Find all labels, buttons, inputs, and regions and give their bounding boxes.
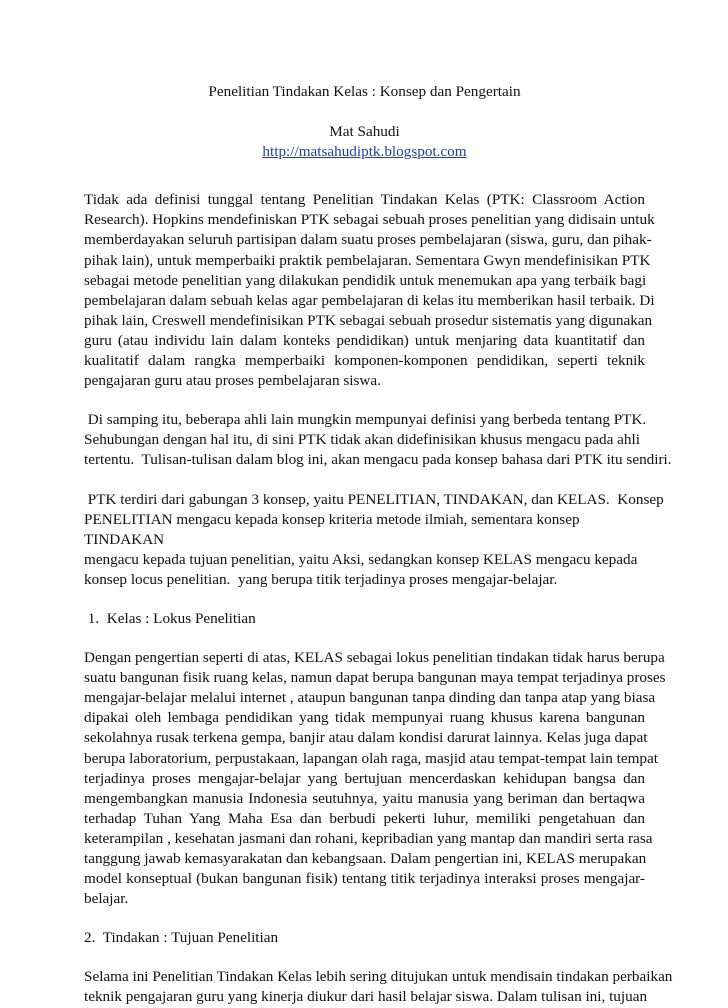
- author-name: Mat Sahudi: [329, 123, 400, 141]
- text-line: sebagai metode penelitian yang dilakukan pendidik untuk menemukan apa yang terbaik bagi: [84, 271, 647, 289]
- paragraph-three-concepts: [84, 490, 664, 590]
- document-page: [84, 82, 673, 1008]
- text-line: dipakai oleh lembaga pendidikan yang tidak mempunyai ruang khusus karena bangunan: [84, 709, 645, 727]
- text-line: pembelajaran dalam sebuah kelas agar pembelajaran di kelas itu memberikan hasil terbaik. Di: [84, 291, 655, 309]
- text-line: Research). Hopkins mendefiniskan PTK sebagai sebuah proses penelitian yang didisain untuk: [84, 211, 655, 229]
- text-line: sekolahnya rusak terkena gempa, banjir atau dalam kondisi darurat lainnya. Kelas juga dapat: [84, 729, 648, 747]
- document-title: Penelitian Tindakan Kelas : Konsep dan Pengertain: [208, 83, 521, 100]
- text-line: konsep locus penelitian. yang berupa titik terjadinya proses mengajar-belajar.: [84, 570, 558, 588]
- text-line: Di samping itu, beberapa ahli lain mungkin mempunyai definisi yang berbeda tentang PTK.: [84, 411, 647, 429]
- section-heading-kelas: 1. Kelas : Lokus Penelitian: [84, 609, 256, 627]
- text-line: pihak lain), untuk memperbaiki praktik pembelajaran. Sementara Gwyn mendefinisikan PTK: [84, 251, 651, 269]
- text-line: PENELITIAN mengacu kepada konsep kriteria metode ilmiah, sementara konsep TINDAKAN: [84, 510, 580, 548]
- text-line: tanggung jawab kemasyarakatan dan kebangsaan. Dalam pengertian ini, KELAS merupakan: [84, 850, 647, 867]
- paragraph-tindakan: [84, 967, 673, 1007]
- text-line: memberdayakan seluruh partisipan dalam suatu proses pembelajaran (siswa, guru, dan pihak-: [84, 231, 652, 249]
- text-line: Sehubungan dengan hal itu, di sini PTK tidak akan didefinisikan khusus mengacu pada ahli: [84, 431, 640, 449]
- text-line: mengacu kepada tujuan penelitian, yaitu Aksi, sedangkan konsep KELAS mengacu kepada: [84, 550, 638, 568]
- text-line: pihak lain, Creswell mendefinisikan PTK sebagai sebuah prosedur sistematis yang digunakan: [84, 311, 653, 329]
- text-line: terjadinya proses mengajar-belajar yang bertujuan mencerdaskan kehidupan bangsa dan: [84, 769, 645, 787]
- text-line: Selama ini Penelitian Tindakan Kelas lebih sering ditujukan untuk mendisain tindakan perbaikan: [84, 968, 673, 986]
- paragraph-kelas: [84, 648, 666, 909]
- text-line: berupa laboratorium, perpustakaan, lapangan olah raga, masjid atau tempat-tempat lain tempat: [84, 749, 658, 767]
- text-line: guru (atau individu lain dalam konteks pendidikan) untuk menjaring data kuantitatif dan: [84, 331, 645, 349]
- text-line: teknik pengajaran guru yang kinerja diukur dari hasil belajar siswa. Dalam tulisan ini, tujuan: [84, 988, 648, 1006]
- text-line: terhadap Tuhan Yang Maha Esa dan berbudi pekerti luhur, memiliki pengetahuan dan: [84, 809, 645, 827]
- text-line: keterampilan , kesehatan jasmani dan rohani, kepribadian yang mantap dan mandiri serta rasa: [84, 829, 653, 847]
- text-line: belajar.: [84, 890, 129, 908]
- text-line: PTK terdiri dari gabungan 3 konsep, yaitu PENELITIAN, TINDAKAN, dan KELAS. Konsep: [84, 490, 664, 508]
- text-line: Tidak ada definisi tunggal tentang Penelitian Tindakan Kelas (PTK: Classroom Action: [84, 191, 645, 209]
- text-line: pengajaran guru atau proses pembelajaran siswa.: [84, 372, 381, 390]
- text-line: model konseptual (bukan bangunan fisik) tentang titik terjadinya interaksi proses mengajar-: [84, 870, 645, 888]
- text-line: Dengan pengertian seperti di atas, KELAS sebagai lokus penelitian tindakan tidak harus berupa: [84, 649, 665, 667]
- text-line: mengembangkan manusia Indonesia seutuhnya, yaitu manusia yang beriman dan bertaqwa: [84, 789, 645, 807]
- paragraph-definition: [84, 190, 655, 391]
- paragraph-other-experts: [84, 410, 672, 470]
- text-line: tertentu. Tulisan-tulisan dalam blog ini, akan mengacu pada konsep bahasa dari PTK itu sendiri.: [84, 451, 672, 469]
- text-line: kualitatif dalam rangka memperbaiki komponen-komponen pendidikan, seperti teknik: [84, 352, 645, 370]
- text-line: mengajar-belajar melalui internet , ataupun bangunan tanpa dinding dan tanpa atap yang biasa: [84, 689, 656, 707]
- text-line: suatu bangunan fisik ruang kelas, namun dapat berupa bangunan maya tempat terjadinya proses: [84, 669, 666, 687]
- section-heading-tindakan: 2. Tindakan : Tujuan Penelitian: [84, 929, 279, 947]
- blog-link[interactable]: http://matsahudiptk.blogspot.com: [262, 143, 467, 161]
